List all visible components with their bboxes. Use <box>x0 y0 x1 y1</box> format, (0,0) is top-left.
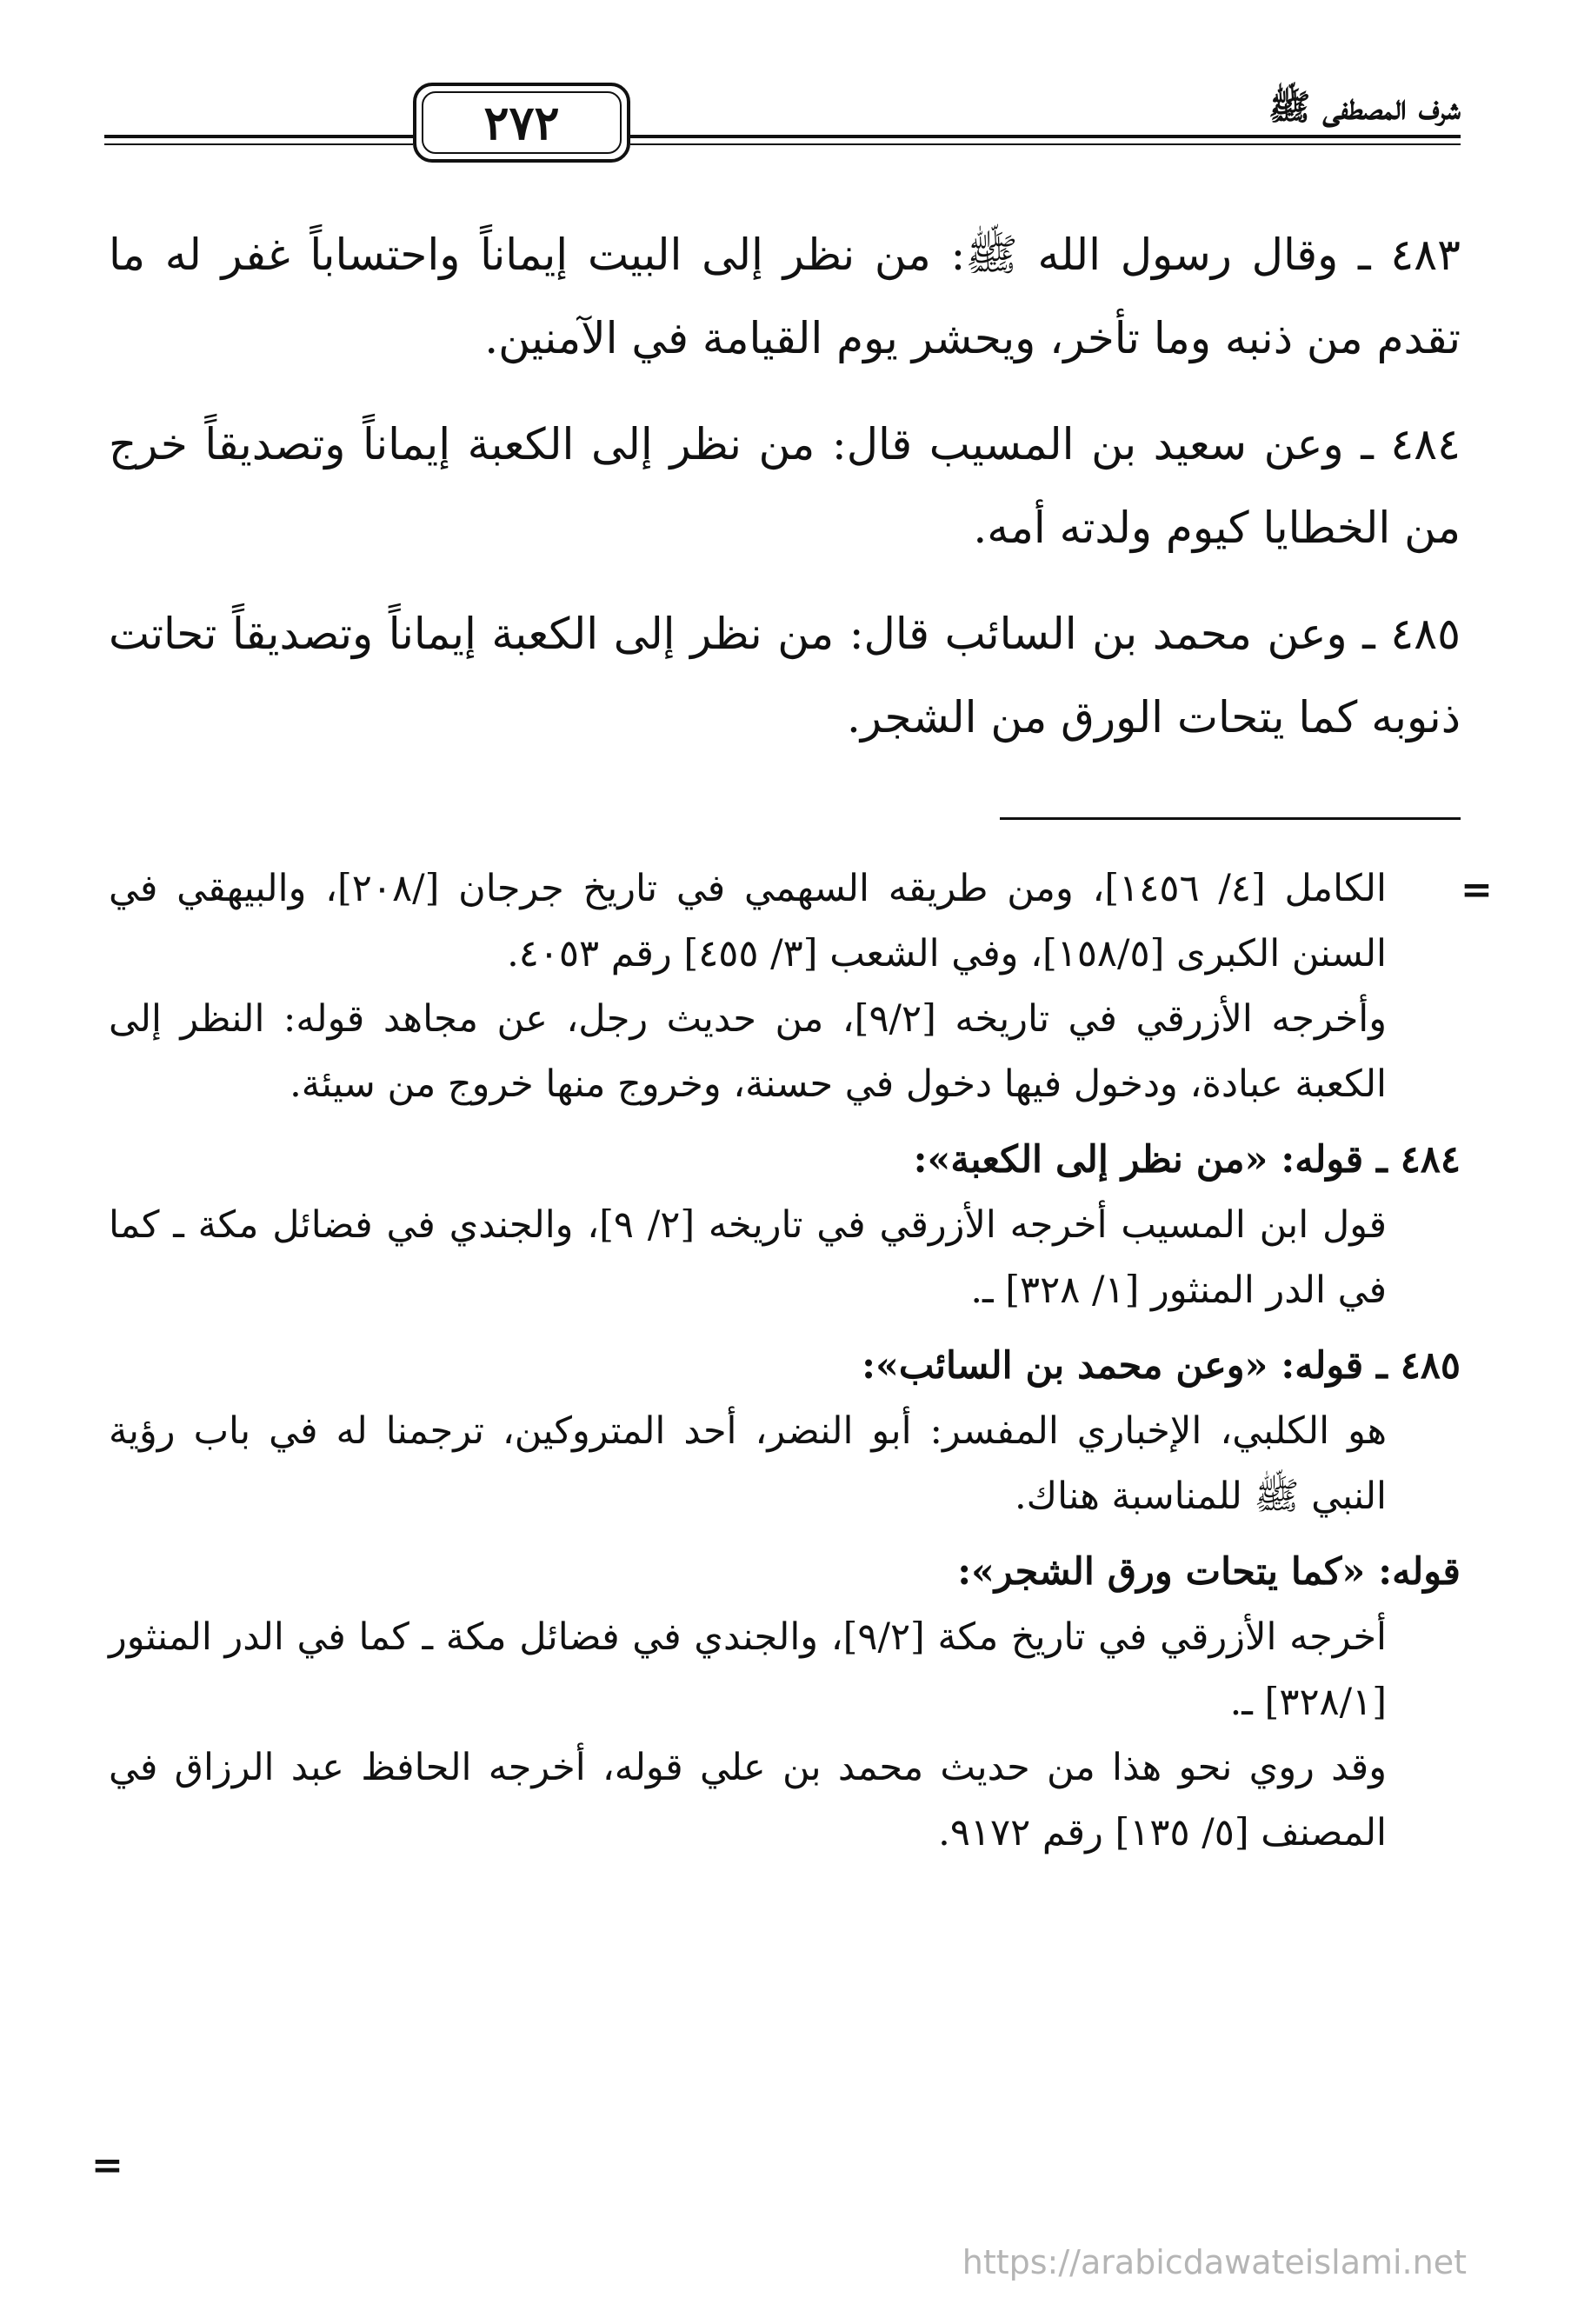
footnote-body-tree <box>109 1605 1461 1866</box>
watermark-url: https://arabicdawateislami.net <box>962 2243 1467 2281</box>
footnote-line: هو الكلبي، الإخباري المفسر: أبو النضر، أحد المتروكين، ترجمنا له في باب رؤية النبي ﷺ للمناسبة هناك. <box>109 1409 1387 1518</box>
header-rule <box>104 143 413 145</box>
footnote-head-tree: قوله: «كما يتحات ورق الشجر»: <box>957 1550 1461 1594</box>
footnote-body-485 <box>109 1399 1461 1529</box>
hadith-484: ٤٨٤ ـ وعن سعيد بن المسيب قال: من نظر إلى الكعبة إيماناً وتصديقاً خرج من الخطايا كيوم ولدته أمه. <box>109 419 1461 553</box>
hadith-483: ٤٨٣ ـ وقال رسول الله ﷺ: من نظر إلى البيت إيماناً واحتساباً غفر له ما تقدم من ذنبه وما تأخر، ويحشر يوم القيامة في الآمنين. <box>109 230 1461 363</box>
footnote-divider <box>1000 817 1461 820</box>
footnote-line: قول ابن المسيب أخرجه الأزرقي في تاريخه [٢/ ٩]، والجندي في فضائل مكة ـ كما في الدر المنثور [١/ ٣٢٨] ـ. <box>109 1203 1388 1312</box>
page-header <box>104 83 1461 178</box>
footnote-head-485: ٤٨٥ ـ قوله: «وعن محمد بن السائب»: <box>862 1344 1461 1388</box>
footnote-line: وقد روي نحو هذا من حديث محمد بن علي قوله، أخرجه الحافظ عبد الرزاق في المصنف [٥/ ١٣٥] رقم ٩١٧٢. <box>109 1746 1387 1855</box>
footnote-body-484 <box>109 1193 1461 1323</box>
footnote-continued <box>109 856 1461 1117</box>
footnote-line: الكامل [٤/ ١٤٥٦]، ومن طريقه السهمي في تاريخ جرجان [/٢٠٨]، والبيهقي في السنن الكبرى [١٥٨/٥]، وفي الشعب [٣/ ٤٥٥] رقم ٤٠٥٣. <box>109 867 1387 976</box>
header-rule <box>630 143 1461 145</box>
header-rule <box>104 135 413 138</box>
footnotes <box>109 856 1461 1866</box>
footnote-line: أخرجه الأزرقي في تاريخ مكة [٩/٢]، والجندي في فضائل مكة ـ كما في الدر المنثور [٣٢٨/١] ـ. <box>109 1615 1387 1724</box>
page-number: ٢٧٢ <box>483 95 560 150</box>
hadith-485: ٤٨٥ ـ وعن محمد بن السائب قال: من نظر إلى الكعبة إيماناً وتصديقاً تحاتت ذنوبه كما يتحات الورق من الشجر. <box>109 609 1461 742</box>
page-number-frame <box>413 83 630 163</box>
footnote-line: وأخرجه الأزرقي في تاريخه [٩/٢]، من حديث رجل، عن مجاهد قوله: النظر إلى الكعبة عبادة، ودخول فيها دخول في حسنة، وخروج منها خروج من سيئة. <box>109 997 1387 1106</box>
continuation-mark: = <box>1461 868 1493 912</box>
continuation-mark: = <box>91 2143 123 2187</box>
footnote-head-484: ٤٨٤ ـ قوله: «من نظر إلى الكعبة»: <box>913 1138 1461 1182</box>
main-text <box>109 213 1461 782</box>
book-title: شرف المصطفى ﷺ <box>1268 87 1461 128</box>
